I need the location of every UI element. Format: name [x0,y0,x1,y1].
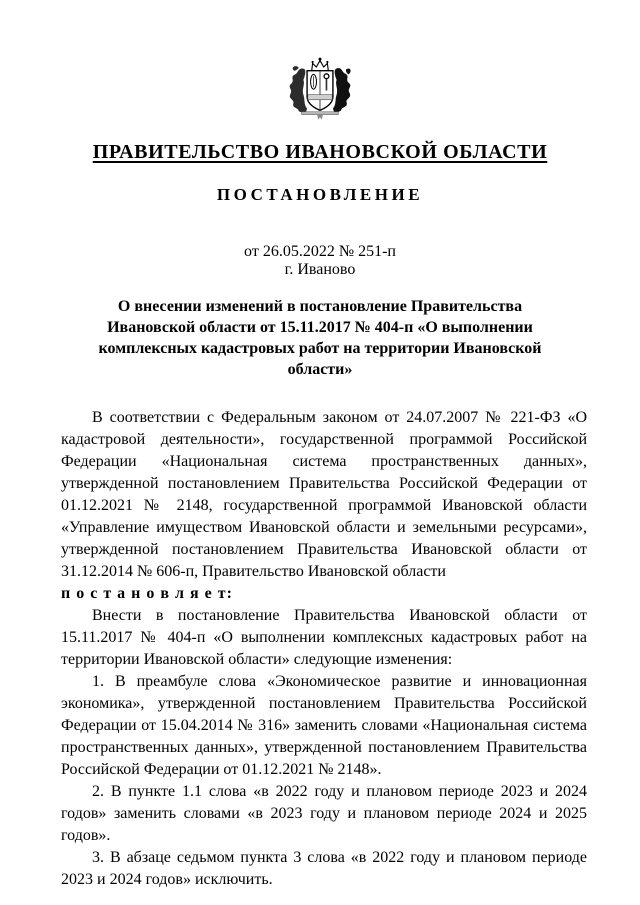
date-place-block [0,243,640,279]
ivanovo-oblast-coat-of-arms-icon [272,55,368,127]
preamble-paragraph [61,407,587,605]
amendment-item-3: 3. В абзаце седьмом пункта 3 слова «в 2022 году и плановом периоде 2023 и 2024 годов» исключить. [61,849,587,888]
amendments-intro-paragraph: Внести в постановление Правительства Ивановской области от 15.11.2017 № 404-п «О выполнении комплексных кадастровых работ на территории Ивановской области» следующие изменения: [61,607,587,668]
doc-body [61,407,587,891]
doc-place: г. Иваново [284,261,356,278]
preamble-text: В соответствии с Федеральным законом от 24.07.2007 № 221-ФЗ «О кадастровой деятельности», государственной программой Российской Федерации «Национальная система пространственных данных», утвержденной постановлением Правительства Российской Федерации от 01.12.2021 № 2148, государственной программой Ивановской области «Управление имуществом Ивановской области и земельными ресурсами», утвержденной постановлением Правительства Ивановской области от 31.12.2014 № 606-п, Правительство Ивановской области [61,409,587,580]
emblem-container [0,0,640,127]
amendment-item-1: 1. В преамбуле слова «Экономическое развитие и инновационная экономика», утвержденной постановлением Правительства Российской Федерации от 15.04.2014 № 316» заменить словами «Национальная система пространственных данных», утвержденной постановлением Правительства Российской Федерации от 01.12.2021 № 2148». [61,673,587,778]
doc-type-heading: ПОСТАНОВЛЕНИЕ [216,185,424,204]
doc-title: О внесении изменений в постановление Правительства Ивановской области от 15.11.2017 № 404-п «О выполнении комплексных кадастровых работ на территории Ивановской области» [98,298,542,378]
amendment-item-2: 2. В пункте 1.1 слова «в 2022 году и плановом периоде 2023 и 2024 годов» заменить словами «в 2023 году и плановом периоде 2024 и 2025 годов». [61,783,587,844]
doc-date-number: от 26.05.2022 № 251-п [244,243,396,260]
org-name-heading: ПРАВИТЕЛЬСТВО ИВАНОВСКОЙ ОБЛАСТИ [92,141,548,163]
resolves-clause: п о с т а н о в л я е т: [61,585,233,602]
